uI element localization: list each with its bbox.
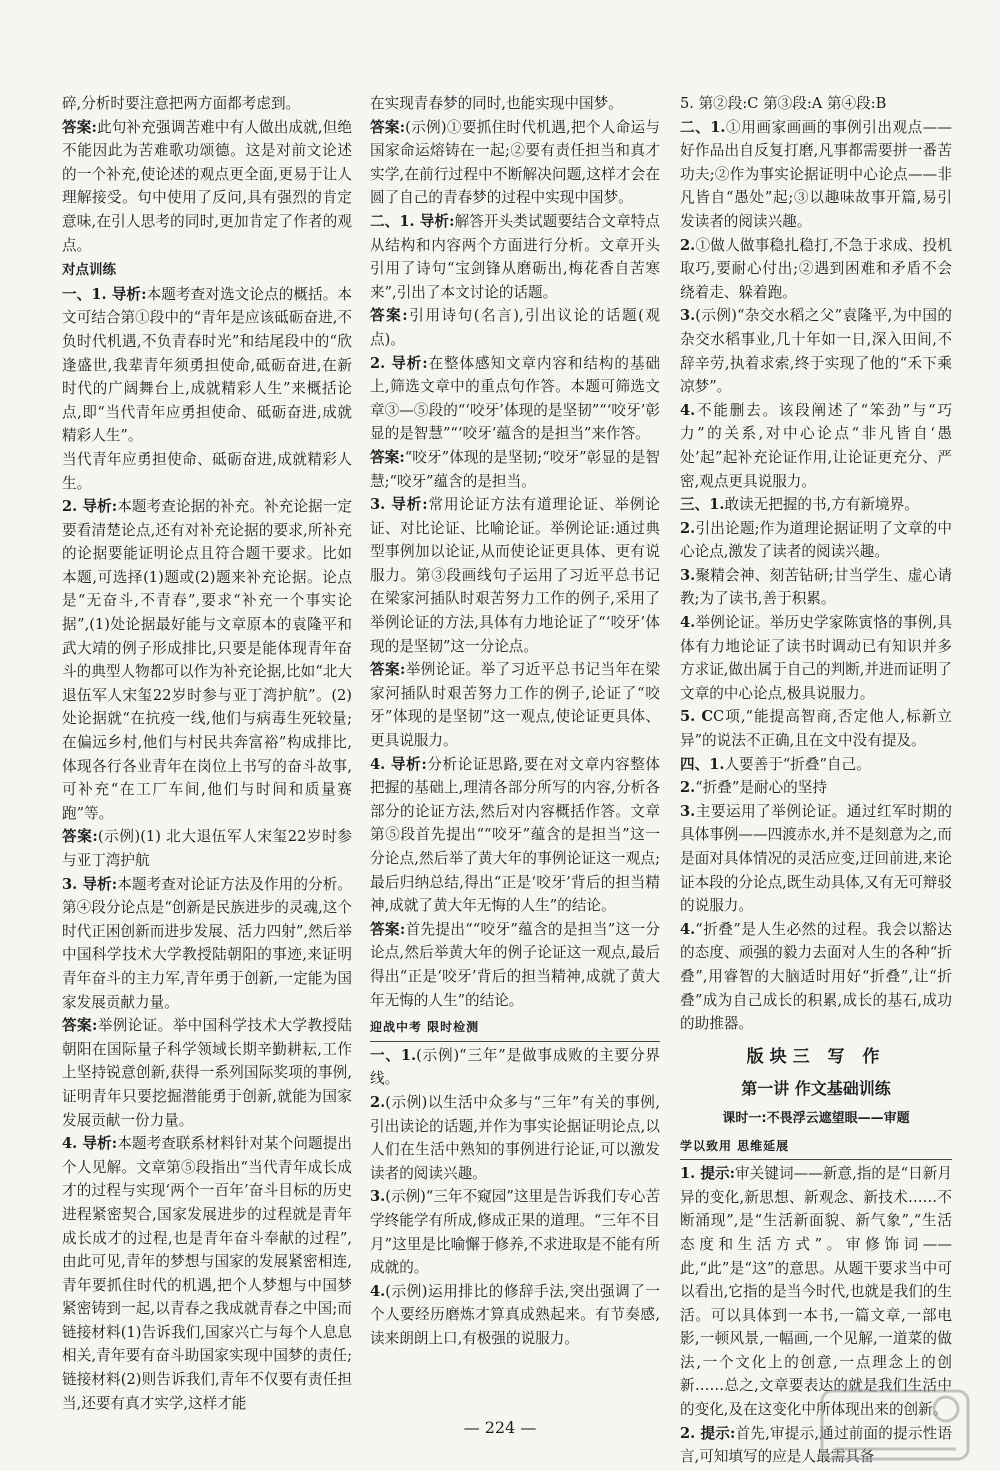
answer-paragraph [680,493,952,517]
paragraph-label: 三、1. [680,496,725,514]
paragraph-text: “折叠”是耐心的坚持 [695,779,827,797]
paragraph-text: 举例论证。举了习近平总书记当年在梁家河插队时艰苦努力工作的例子,论证了“咬牙”体现的是坚韧”这一观点,使论证更具体、更具说服力。 [370,661,660,750]
paragraph-label: 答案: [370,920,406,938]
paragraph-label: 二、1. 导析: [370,212,455,230]
answer-paragraph [680,1162,952,1422]
paragraph-label: 3. 导析: [62,875,118,893]
paragraph-text: “咬牙”体现的是坚韧;“咬牙”彰显的是智慧;“咬牙”蕴含的是担当。 [370,448,660,490]
paragraph-label: 4. [370,1282,386,1300]
paragraph-text: 举例论证。举中国科学技术大学教授陆朝阳在国际量子科学领域长期辛勤耕耘,工作上坚持锐意创新,获得一系列国际奖项的事例,证明青年只要挖掘潜能勇于创新,就能为国家发展贡献一份力量。 [62,1017,352,1129]
answer-paragraph [62,1014,352,1132]
paragraph-text: 不能删去。该段阐述了“笨劲”与“巧力”的关系,对中心论点“非凡皆自‘愚处’起”起补充论证作用,让论证更充分、严密,观点更具说服力。 [680,401,952,490]
answer-paragraph [370,116,660,210]
paragraph-label: 答案: [62,828,98,846]
lesson-title: 课时一:不畏浮云遮望眼——审题 [722,1110,910,1126]
answer-paragraph [62,283,352,448]
paragraph-label: 3. 导析: [370,496,428,514]
paragraph-label: 2. 导析: [370,354,428,372]
paragraph-text: C项,“能提高智商,否定他人,标新立异”的说法不正确,且在文中没有提及。 [680,708,952,750]
paragraph-text: 审关键词——新意,指的是“日新月异的变化,新思想、新观念、新技术……不断涌现”,是“生活新面貌、新气象”,“生活态度和生活方式”。审修饰词——此,“此”是“这”的意思。从题干要求当中可以看出,它指的是当今时代,也就是我们的生活。可以具体到一本书,一篇文章,一部电影,一顿风景,一幅画,一个见解,一道菜的做法,一个文化上的创意,一点理念上的创新……总之,文章要表达的就是我们生活中的变化,及在这变化中所体现出来的创新。 [680,1165,952,1419]
answer-paragraph [680,776,952,800]
paragraph-text: 分析论证思路,要在对文章内容整体把握的基础上,理清各部分所写的内容,分析各部分的论证方法,然后对内容概括作答。文章第⑤段首先提出““咬牙”蕴含的是担当”这一分论点,然后举了黄大年的事例论证这一观点;最后归纳总结,得出“正是‘咬牙’背后的担当精神,成就了黄大年无悔的人生”的结论。 [370,755,660,915]
answer-paragraph [62,448,352,495]
paragraph-text: 首先,审提示,通过前面的提示性语言,可知填写的应是人最需具备 [680,1424,952,1466]
answer-paragraph [680,705,952,752]
paragraph-text: 主要运用了举例论证。通过红军时期的具体事例——四渡赤水,并不是刻意为之,而是面对具体情况的灵活应变,迂回前进,来论证本段的分论点,既生动具体,又有无可辩驳的说服力。 [680,802,952,915]
paragraph-text: 本题考查对选文论点的概括。本文可结合第①段中的“青年是应该砥砺奋进,不负时代机遇,不负青春时光”和结尾段中的“欣逢盛世,我辈青年须勇担使命,砥砺奋进,在新时代的广阔舞台上,成就精彩人生”来概括论点,即“当代青年应勇担使命、砥砺奋进,成就精彩人生”。 [62,285,352,445]
paragraph-text: 本题考查对论证方法及作用的分析。第④段分论点是“创新是民族进步的灵魂,这个时代正困创新而进步发展、活力四射”,然后举中国科学技术大学教授陆朝阳的事迹,来证明青年奋斗的主力军,青年勇于创新,一定能为国家发展贡献力量。 [62,875,352,1011]
paragraph-text: 此句补充强调苦难中有人做出成就,但绝不能因此为苦难歌功颂德。这是对前文论述的一个补充,使论述的观点更全面,更易于让人理解接受。句中使用了反问,具有强烈的肯定意味,在引人思考的同时,更加肯定了作者的观点。 [62,118,352,254]
answer-paragraph [680,918,952,1036]
paragraph-label: 2. 提示: [680,1424,736,1442]
paragraph-text: (示例)①要抓住时代机遇,把个人命运与国家命运熔铸在一起;②要有责任担当和真才实学,在前行过程中不断解决问题,这样才会在圆了自己的青春梦的过程中实现中国梦。 [370,118,661,207]
paragraph-label: 2. [680,236,696,254]
paragraph-text: 人要善于“折叠”自己。 [724,755,871,773]
answer-paragraph [680,517,952,564]
paragraph-text: 本题考查联系材料针对某个问题提出个人见解。文章第⑤段指出“当代青年成长成才的过程与实现‘两个一百年’奋斗目标的历史进程紧密契合,国家发展进步的过程就是青年成长成才的过程,也是青年奋斗奉献的过程”,由此可见,青年的梦想与国家的发展紧密相连,青年要抓住时代的机遇,把个人梦想与中国梦紧密铸到一起,以青春之我成就青春之中国;而链接材料(1)告诉我们,国家兴亡与每个人息息相关,青年要有奋斗助国家实现中国梦的责任;链接材料(2)则告诉我们,青年不仅要有责任担当,还要有真才实学,这样才能 [62,1135,352,1412]
answer-paragraph [680,564,952,611]
paragraph-text: 常用论证方法有道理论证、举例论证、对比论证、比喻论证。举例论证:通过典型事例加以论证,从而使论证更具体、更有说服力。第③段画线句子运用了习近平总书记在梁家河插队时艰苦努力工作的例子,采用了举例论证的方法,具体有力地论证了“‘咬牙’体现的是坚韧”这一分论点。 [370,496,660,655]
column-1 [62,92,352,1415]
answer-paragraph [370,493,660,658]
paragraph-label: 答案: [370,448,405,466]
answer-paragraph [370,210,660,304]
paragraph-label: 4. 导析: [370,755,427,773]
paragraph-text: 解答开头类试题要结合文章特点从结构和内容两个方面进行分析。文章开头引用了诗句“宝剑锋从磨砺出,梅花香自苦寒来”,引出了本文讨论的话题。 [370,212,660,301]
paragraph-text: 聚精会神、刻苦钻研;甘当学生、虚心请教;为了读书,善于积累。 [680,566,952,608]
paragraph-label: 2. [370,1093,386,1111]
answer-paragraph [62,873,352,1015]
paragraph-label: 4. [680,920,696,938]
paragraph-label: 3. [370,1188,386,1206]
column-3 [680,92,952,1469]
paragraph-label: 答案: [370,661,406,679]
paragraph-text: “折叠”是人生必然的过程。我会以豁达的态度、顽强的毅力去面对人生的各种“折叠”,用睿智的大脑适时用好“折叠”,让“折叠”成为自己成长的积累,成长的基石,成功的助推器。 [680,920,952,1033]
paragraph-text: (示例)运用排比的修辞手法,突出强调了一个人要经历磨炼才算真成熟起来。有节奏感,读来朗朗上口,有极强的说服力。 [370,1282,660,1347]
answer-paragraph [370,658,660,752]
paragraph-label: 答案: [62,1017,98,1035]
answer-paragraph [680,753,952,777]
column-2 [370,92,660,1350]
paragraph-text: 当代青年应勇担使命、砥砺奋进,成就精彩人生。 [62,450,352,492]
answer-paragraph [680,116,952,234]
answer-paragraph [370,1185,660,1279]
paragraph-label: 一、1. [370,1046,417,1064]
paragraph-label: 4. [680,401,696,419]
paragraph-label: 2. [680,779,696,797]
paragraph-label: 2. 导析: [62,498,118,516]
answer-paragraph [370,753,660,918]
paragraph-label: 5. C [680,708,713,726]
section-tag: 学以致用 思维延展 [680,1135,952,1161]
paragraph-label: 3. [680,802,696,820]
answer-paragraph [62,116,352,258]
answer-paragraph [680,399,952,493]
answer-paragraph [370,446,660,493]
paragraph-label: 一、1. 导析: [62,285,147,303]
paragraph-text: 引用诗句(名言),引出议论的话题(观点)。 [370,307,660,348]
answer-paragraph [370,1280,660,1351]
answer-paragraph [680,234,952,305]
answer-paragraph [680,611,952,705]
answer-paragraph [370,92,660,116]
answer-paragraph [370,304,660,351]
paragraph-label: 二、1. [680,118,726,136]
paragraph-label: 3. [680,307,696,325]
answer-paragraph [370,918,660,1012]
section-title: 版块三 写 作 [746,1046,886,1067]
paragraph-text: (示例)“杂交水稻之父”袁隆平,为中国的杂交水稻事业,几十年如一日,深入田间,不辞辛劳,执着求索,终于实现了他的“禾下乘凉梦”。 [680,307,952,396]
paragraph-text: 本题考查论据的补充。补充论据一定要看清楚论点,还有对补充论据的要求,所补充的论据要能证明论点且符合题干要求。比如本题,可选择(1)题或(2)题来补充论据。论点是“无奋斗,不青春”,要求“补充一个事实论据”,(1)处论据最好能与文章原本的袁隆平和武大靖的例子形成排比,只要是能体现青年奋斗的典型人物都可以作为补充论据,比如“北大退伍军人宋玺22岁时参与亚丁湾护航”。(2)处论据就“在抗疫一线,他们与病毒生死较量;在偏远乡村,他们与村民共奔富裕”构成排比,体现各行各业青年在岗位上书写的奋斗故事,可补充“在工厂车间,他们与时间和质量赛跑”等。 [62,498,352,822]
paragraph-text: 引出论题;作为道理论据证明了文章的中心论点,激发了读者的阅读兴趣。 [680,519,952,561]
paragraph-text: 碎,分析时要注意把两方面都考虑到。 [62,95,301,112]
paragraph-text: 敢读无把握的书,方有新境界。 [724,496,919,514]
answer-paragraph [680,92,952,116]
paragraph-text: (示例)“三年不窥园”这里是告诉我们专心苦学终能学有所成,修成正果的道理。“三年不目月”这里是比喻懈于修养,不求进取是不能有所成就的。 [370,1188,660,1277]
paragraph-text: ①做人做事稳扎稳打,不急于求成、投机取巧,要耐心付出;②遇到困难和矛盾不会绕着走、躲着跑。 [680,236,952,301]
paragraph-label: 1. 提示: [680,1165,736,1183]
paragraph-label: 答案: [370,118,406,136]
answer-paragraph [370,1091,660,1185]
paragraph-label: 2. [680,519,696,537]
paragraph-text: 在整体感知文章内容和结构的基础上,筛选文章中的重点句作答。本题可筛选文章③—⑤段的“‘咬牙’体现的是坚韧”“‘咬牙’彰显的是智慧”“‘咬牙’蕴含的是担当”来作答。 [370,354,660,443]
paragraph-text: ①用画家画画的事例引出观点——好作品出自反复打磨,凡事都需要拼一番苦功夫;②作为事实论据证明中心论点——非凡皆自“愚处”起;③以趣味故事开篇,易引发读者的阅读兴趣。 [680,118,952,230]
answer-paragraph [62,825,352,872]
paragraph-text: (示例)以生活中众多与“三年”有关的事例,引出读论的话题,并作为事实论据证明论点,以人们在生活中熟知的事例进行论证,可以激发读者的阅读兴趣。 [370,1093,660,1182]
answer-paragraph [680,304,952,398]
paragraph-label: 3. [680,566,696,584]
lecture-title: 第一讲 作文基础训练 [741,1079,891,1099]
answer-paragraph [370,352,660,446]
paragraph-label: 答案: [62,118,97,136]
answer-paragraph [370,1044,660,1091]
answer-paragraph [62,92,352,116]
page-number: — 224 — [463,1418,537,1437]
paragraph-label: 4. [680,614,696,632]
paragraph-text: (示例)(1) 北大退伍军人宋玺22岁时参与亚丁湾护航 [62,828,352,869]
watermark-logo [820,1389,970,1461]
paragraph-text: 在实现青春梦的同时,也能实现中国梦。 [370,95,623,112]
paragraph-label: 4. 导析: [62,1135,118,1153]
section-heading: 对点训练 [62,262,116,279]
answer-paragraph [680,800,952,918]
section-heading: 迎战中考 限时检测 [370,1016,660,1042]
paragraph-text: (示例)“三年”是做事成败的主要分界线。 [370,1046,660,1088]
paragraph-label: 四、1. [680,755,725,773]
answer-paragraph [62,1132,352,1415]
answer-paragraph [62,495,352,825]
paragraph-text: 举例论证。举历史学家陈寅恪的事例,具体有力地论证了读书时调动已有知识并多方求证,做出属于自己的判断,并进而证明了文章的中心论点,极具说服力。 [680,614,952,702]
paragraph-text: 5. 第②段:C 第③段:A 第④段:B [680,95,887,112]
paragraph-label: 答案: [370,307,408,325]
paragraph-text: 首先提出““咬牙”蕴含的是担当”这一分论点,然后举黄大年的例子论证这一观点,最后得出“正是‘咬牙’背后的担当精神,成就了黄大年无悔的人生”的结论。 [370,920,660,1009]
